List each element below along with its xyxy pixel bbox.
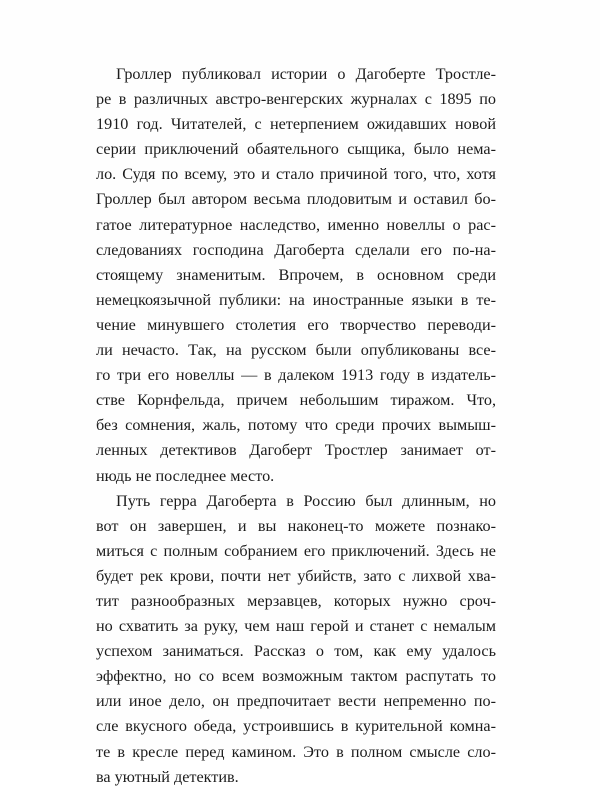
- text-line: будет рек крови, почти нет убийств, зато с лихвой хва-: [96, 566, 496, 585]
- text-line: стве Корнфельда, причем небольшим тиражом. Что,: [96, 391, 496, 410]
- text-line: сле вкусного обеда, устроившись в курительной комна-: [96, 717, 496, 736]
- text-line: немецкоязычной публики: на иностранные языки в те-: [96, 290, 496, 309]
- paragraph-1: [96, 62, 496, 489]
- text-line: без сомнения, жаль, потому что среди прочих вымыш-: [96, 416, 496, 435]
- text-line: ло. Судя по всему, это и стало причиной того, что, хотя: [96, 165, 496, 184]
- text-line: гатое литературное наследство, именно новеллы о рас-: [96, 215, 496, 234]
- text-line: ленных детективов Дагоберт Тростлер занимает от-: [96, 441, 496, 460]
- text-line: Гроллер был автором весьма плодовитым и оставил бо-: [96, 190, 496, 209]
- text-line: ва уютный детектив.: [96, 767, 239, 786]
- body-text: [96, 62, 496, 790]
- text-line: 1910 год. Читателей, с нетерпением ожидавших новой: [96, 115, 496, 134]
- text-line: стоящему знаменитым. Впрочем, в основном среди: [96, 265, 496, 284]
- text-line: чение минувшего столетия его творчество переводи-: [96, 315, 496, 334]
- text-line: или иное дело, он предпочитает вести непременно по-: [96, 692, 496, 711]
- text-line: но схватить за руку, чем наш герой и станет с немалым: [96, 617, 496, 636]
- text-line: ли нечасто. Так, на русском были опубликованы все-: [96, 341, 496, 360]
- text-line: успехом заниматься. Рассказ о том, как ему удалось: [96, 642, 496, 661]
- text-line: Гроллер публиковал истории о Дагоберте Тростле-: [116, 65, 496, 83]
- text-line: тит разнообразных мерзавцев, которых нужно сроч-: [96, 591, 496, 610]
- text-line: миться с полным собранием его приключений. Здесь не: [96, 541, 496, 560]
- text-line: серии приключений обаятельного сыщика, было нема-: [96, 140, 496, 159]
- paragraph-2: [96, 489, 496, 790]
- text-line: Путь герра Дагоберта в Россию был длинным, но: [116, 491, 496, 510]
- text-line: нюдь не последнее место.: [96, 466, 275, 485]
- text-line: те в кресле перед камином. Это в полном смысле сло-: [96, 742, 496, 761]
- text-line: го три его новеллы — в далеком 1913 году в издатель-: [96, 366, 496, 385]
- text-line: следованиях господина Дагоберта сделали его по-на-: [96, 240, 496, 259]
- text-line: ре в различных австро-венгерских журналах с 1895 по: [96, 90, 496, 109]
- text-line: вот он завершен, и вы наконец-то можете познако-: [96, 516, 496, 535]
- text-line: эффектно, но со всем возможным тактом распутать то: [96, 667, 496, 686]
